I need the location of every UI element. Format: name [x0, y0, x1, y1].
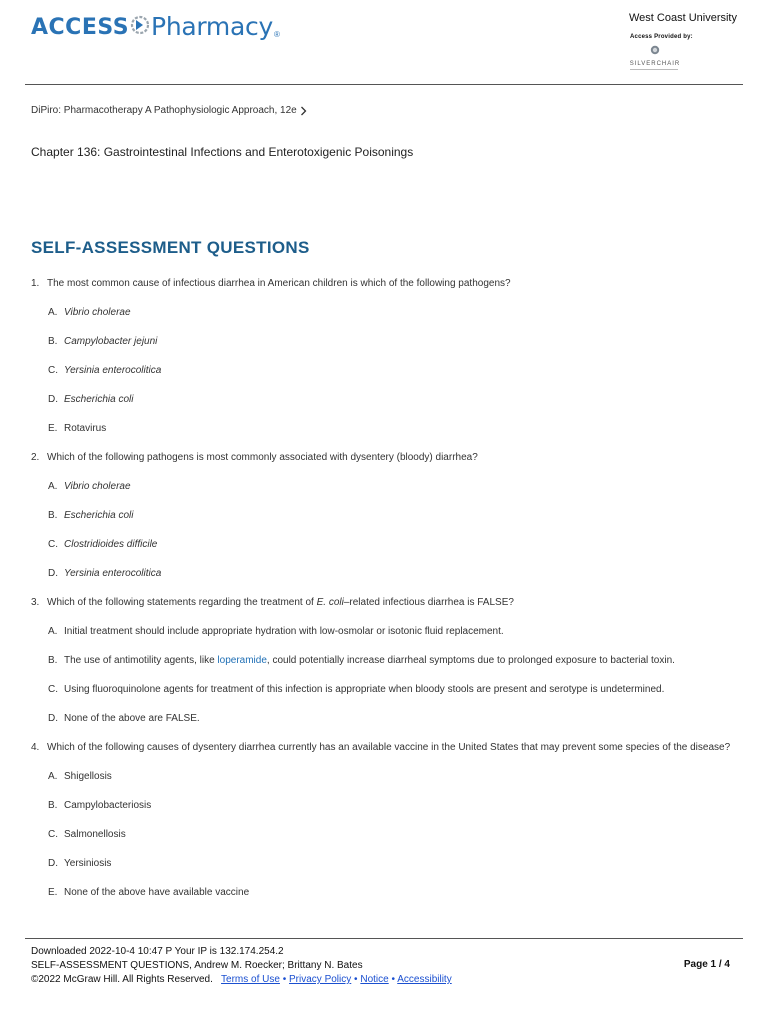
footer-divider — [25, 938, 743, 939]
option-letter: A. — [48, 307, 58, 318]
option-letter: D. — [48, 568, 58, 579]
option-text: Rotavirus — [64, 423, 107, 434]
option-letter: E. — [48, 887, 58, 898]
option-1e — [48, 420, 741, 438]
option-3c — [48, 681, 741, 699]
option-4e — [48, 884, 741, 902]
question-text: Which of the following causes of dysentery diarrhea currently has an available vaccine in the United States that may prevent some species of the disease? — [47, 742, 731, 753]
option-letter: D. — [48, 713, 58, 724]
option-2c — [48, 536, 741, 554]
section-title: SELF-ASSESSMENT QUESTIONS — [31, 238, 310, 257]
institution-name: West Coast University — [629, 12, 737, 24]
option-text: None of the above are FALSE. — [64, 713, 200, 724]
page-footer — [31, 945, 452, 987]
option-text: Campylobacteriosis — [64, 800, 152, 811]
copyright-line — [31, 973, 452, 987]
silverchair-emblem-icon — [650, 45, 660, 55]
option-3d — [48, 710, 741, 728]
accessibility-link[interactable]: Accessibility — [397, 974, 452, 985]
terms-of-use-link[interactable]: Terms of Use — [221, 974, 280, 985]
option-text: Campylobacter jejuni — [64, 336, 158, 347]
option-2a — [48, 478, 741, 496]
separator: • — [391, 974, 395, 985]
option-text: Using fluoroquinolone agents for treatment of this infection is appropriate when bloody stools are present and serotype is undetermined. — [64, 684, 665, 695]
option-text: Clostridioides difficile — [64, 539, 158, 550]
option-letter: D. — [48, 394, 58, 405]
option-letter: C. — [48, 684, 58, 695]
question-text: Which of the following pathogens is most commonly associated with dysentery (bloody) diarrhea? — [47, 452, 478, 463]
option-letter: A. — [48, 481, 58, 492]
option-text — [64, 652, 741, 670]
option-1c — [48, 362, 741, 380]
option-text: Initial treatment should include appropriate hydration with low-osmolar or isotonic fluid replacement. — [64, 626, 504, 637]
option-2b — [48, 507, 741, 525]
question-text-end: –related infectious diarrhea is FALSE? — [343, 597, 514, 608]
breadcrumb-book-title[interactable]: DiPiro: Pharmacotherapy A Pathophysiologic Approach, 12e — [31, 105, 297, 116]
option-3a — [48, 623, 741, 641]
option-letter: C. — [48, 539, 58, 550]
accesspharmacy-logo[interactable] — [31, 12, 280, 39]
option-letter: B. — [48, 800, 58, 811]
gear-arrow-icon — [130, 14, 150, 41]
separator: • — [354, 974, 358, 985]
option-1d — [48, 391, 741, 409]
page-header — [0, 0, 768, 84]
option-letter: E. — [48, 423, 58, 434]
header-divider — [25, 84, 743, 85]
option-text: Yersinia enterocolitica — [64, 568, 162, 579]
option-text-end: , could potentially increase diarrheal symptoms due to prolonged exposure to bacterial toxin. — [266, 655, 675, 666]
option-1a — [48, 304, 741, 322]
question-number: 2. — [31, 452, 40, 463]
option-letter: A. — [48, 771, 58, 782]
question-3 — [31, 594, 741, 612]
option-letter: C. — [48, 829, 58, 840]
option-2d — [48, 565, 741, 583]
question-number: 1. — [31, 278, 40, 289]
option-letter: B. — [48, 655, 58, 666]
silverchair-text: SILVERCHAIR — [629, 61, 681, 67]
option-text: Yersiniosis — [64, 858, 112, 869]
option-letter: B. — [48, 510, 58, 521]
option-text: Escherichia coli — [64, 394, 134, 405]
option-letter: B. — [48, 336, 58, 347]
question-number: 3. — [31, 597, 40, 608]
copyright: ©2022 McGraw Hill. All Rights Reserved. — [31, 974, 213, 985]
separator: • — [282, 974, 287, 985]
download-info: Downloaded 2022-10-4 10:47 P Your IP is 132.174.254.2 — [31, 946, 284, 957]
question-text-start: Which of the following statements regarding the treatment of — [47, 597, 317, 608]
option-text: Escherichia coli — [64, 510, 134, 521]
option-text: Shigellosis — [64, 771, 112, 782]
option-1b — [48, 333, 741, 351]
option-text: Salmonellosis — [64, 829, 126, 840]
option-3b — [48, 652, 741, 670]
question-text — [47, 594, 741, 612]
question-number: 4. — [31, 742, 40, 753]
question-2 — [31, 449, 741, 467]
loperamide-link[interactable]: loperamide — [217, 655, 267, 666]
option-4b — [48, 797, 741, 815]
option-text: Vibrio cholerae — [64, 481, 131, 492]
registered-mark: ® — [273, 30, 280, 39]
option-4d — [48, 855, 741, 873]
page-number: Page 1 / 4 — [683, 959, 730, 970]
option-letter: C. — [48, 365, 58, 376]
question-4 — [31, 739, 741, 757]
logo-pharmacy-text: Pharmacy — [151, 12, 273, 41]
chapter-title: Chapter 136: Gastrointestinal Infections and Enterotoxigenic Poisonings — [31, 145, 414, 159]
option-4a — [48, 768, 741, 786]
question-1 — [31, 275, 741, 293]
questions-list — [31, 268, 741, 902]
option-text: Yersinia enterocolitica — [64, 365, 162, 376]
question-text-italic: E. coli — [316, 597, 344, 608]
chevron-right-icon — [300, 106, 307, 116]
question-text: The most common cause of infectious diarrhea in American children is which of the following pathogens? — [47, 278, 511, 289]
citation: SELF-ASSESSMENT QUESTIONS, Andrew M. Roecker; Brittany N. Bates — [31, 960, 363, 971]
silverchair-underline — [630, 69, 678, 70]
option-text: Vibrio cholerae — [64, 307, 131, 318]
logo-access-text: ACCESS — [31, 15, 130, 40]
privacy-policy-link[interactable]: Privacy Policy — [289, 974, 352, 985]
option-text: None of the above have available vaccine — [64, 887, 250, 898]
breadcrumb[interactable] — [31, 105, 307, 116]
option-4c — [48, 826, 741, 844]
option-letter: A. — [48, 626, 58, 637]
silverchair-logo — [629, 42, 681, 70]
option-letter: D. — [48, 858, 58, 869]
notice-link[interactable]: Notice — [360, 974, 389, 985]
access-provided-label: Access Provided by: — [630, 34, 693, 40]
option-text-start: The use of antimotility agents, like — [64, 655, 218, 666]
